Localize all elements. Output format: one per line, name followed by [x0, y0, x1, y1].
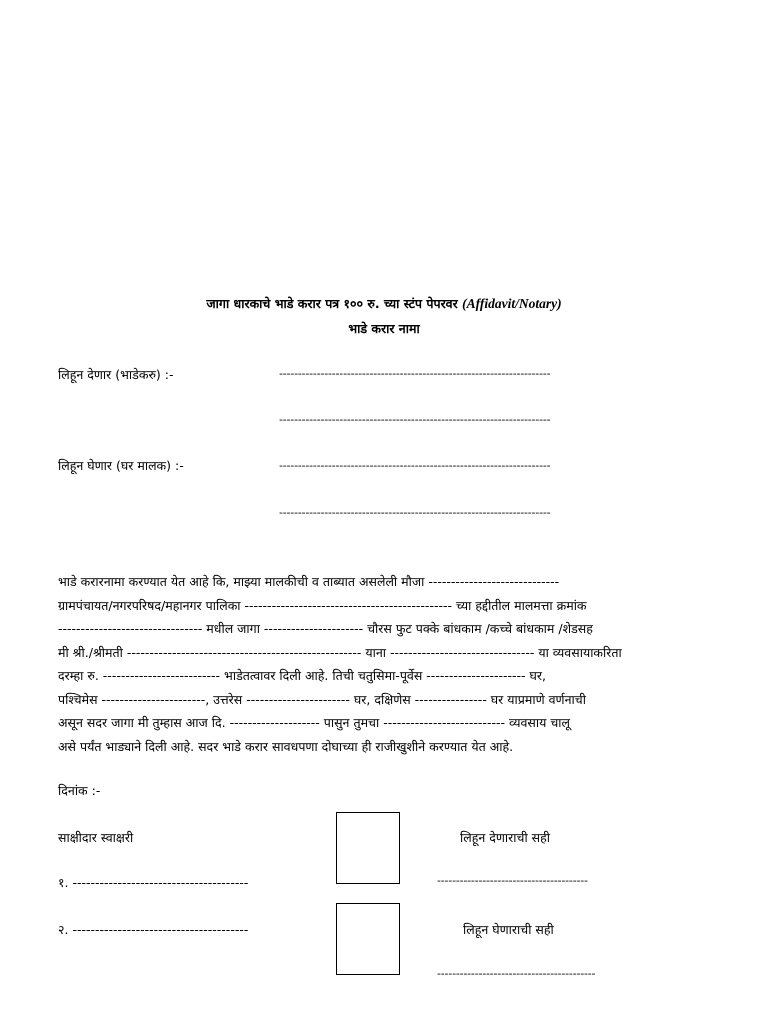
lessee-blank-line-2: ------------------------------------------------------------------------	[279, 506, 551, 519]
lessor-photo-box	[336, 812, 400, 884]
paragraph-line: भाडे करारनामा करण्यात येत आहे कि, माझ्या मालकीची व ताब्यात असलेली मौजा -----------------------------	[58, 574, 560, 589]
paragraph-line: ग्रामपंचायत/नगरपरिषद/महानगर पालिका ---------------------------------------------- च्या हद्दीतील मालमत्ता क्रमांक	[58, 597, 587, 613]
lessor-signature-line: ----------------------------------------	[437, 874, 588, 887]
paragraph-line: दरम्हा रु. -------------------------- भाडेतत्वावर दिली आहे. तिची चतुसिमा-पूर्वेस ---------------------- घर,	[58, 668, 546, 683]
lessee-photo-box	[336, 903, 400, 975]
title-main: जागा धारकाचे भाडे करार पत्र १०० रु. च्या स्टंप पेपरवर	[206, 296, 463, 311]
lessor-signature-label: लिहून देणाराची सही	[460, 830, 550, 845]
lessee-blank-line-1: ------------------------------------------------------------------------	[279, 459, 551, 472]
paragraph-line: -------------------------------- मधील जागा ---------------------- चौरस फुट पक्के बांधकाम /कच्चे बांधकाम /शेडसह	[58, 621, 593, 636]
paragraph-line: पश्चिमेस -----------------------, उत्तरेस ----------------------- घर, दक्षिणेस ---------------- घर याप्रमाणे वर्णनाची	[58, 691, 586, 707]
document-subtitle: भाडे करार नामा	[348, 321, 420, 336]
lessee-signature-line: ------------------------------------------	[437, 967, 596, 980]
paragraph-line: असे पर्यंत भाड्याने दिली आहे. सदर भाडे करार सावधपणा दोघाच्या ही राजीखुशीने करण्यात येत आहे.	[58, 738, 514, 754]
lessee-signature-label: लिहून घेणाराची सही	[463, 922, 554, 937]
title-italic: (Affidavit/Notary)	[462, 296, 562, 311]
paragraph-line: असून सदर जागा मी तुम्हास आज दि. -------------------- पासुन तुमचा --------------------------- व्यवसाय चालू	[58, 715, 570, 730]
lessee-label: लिहून घेणार (घर मालक) :-	[58, 458, 184, 473]
lessor-blank-line-1: ------------------------------------------------------------------------	[279, 367, 551, 380]
lessor-blank-line-2: ------------------------------------------------------------------------	[279, 413, 551, 426]
paragraph-line: मी श्री./श्रीमती ---------------------------------------------------- याना -------------------------------- या व्यवसायाकरिता	[58, 644, 622, 660]
lessor-label: लिहून देणार (भाडेकरु) :-	[58, 367, 174, 382]
witness-label: साक्षीदार स्वाक्षरी	[58, 830, 134, 845]
agreement-paragraph	[58, 570, 674, 758]
date-label: दिनांक :-	[58, 783, 101, 798]
witness-1-line: १. ---------------------------------------	[58, 875, 249, 890]
witness-2-line: २. ---------------------------------------	[58, 922, 249, 937]
document-title	[0, 295, 768, 312]
